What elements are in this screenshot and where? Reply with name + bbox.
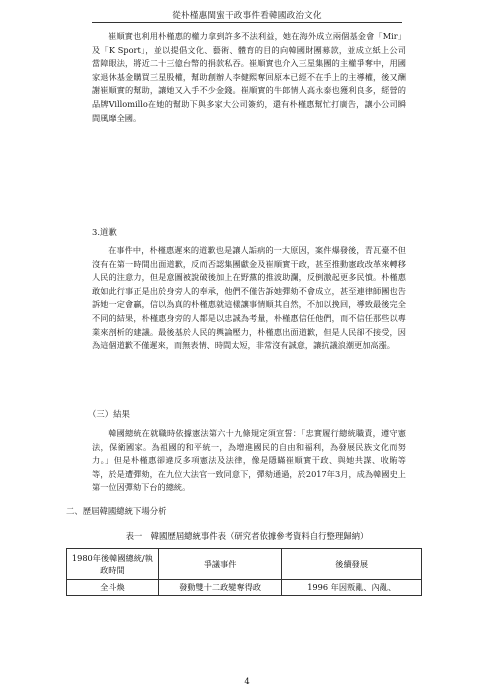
paragraph-text: 崔順實也利用朴槿惠的權力拿到許多不法利益，她在海外成立兩個基金會「Mir」及「K Sport」，並以提倡文化、藝術、體育的目的向韓國財團募款，並成立紙上公司當障眼法，將近二十三億台幣的捐款私吞。崔順實也介入三星集團的主權爭奪中，用國家退休基金購買三星股權，幫助創辦人李健熙奪回原本已經不在手上的主導權，後又酬謝崔順實的幫助，讓她又入手不少金錢。崔順實的牛郎情人高永泰也獲利良多，經營的品牌Villomillo在她的幫助下與多家大公司簽約，還有朴槿惠幫忙打廣告，讓小公司瞬間風靡全國。 [92, 31, 406, 123]
paragraph-text: 韓國總統在就職時依據憲法第六十九條規定須宣誓：「忠實履行總統職責，遵守憲法，保衛國家。為祖國的和平統一，為增進國民的自由和福利，為發展民族文化而努力。」但是朴槿惠卻違反多項憲法及法律，像是隱瞞崔順實干政、與她共謀、收賄等等，於是遭彈劾，在九位大法官一致同意下，彈劾通過，於2017年3月，成為韓國史上第一位因彈劾下台的總統。 [92, 428, 406, 493]
table-caption: 表一 韓國歷屆總統事件表（研究者依據參考資料自行整理歸納） [125, 531, 369, 541]
paragraph-apology [92, 244, 406, 353]
cell-outcome: 1996 年因叛亂、內亂、 [282, 580, 422, 596]
heading-result: （三）結果 [88, 409, 130, 419]
heading-apology: 3.道歉 [92, 227, 117, 237]
president-events-table [66, 548, 422, 596]
table-header-row [67, 549, 422, 580]
column-header-outcome: 後續發展 [282, 549, 422, 580]
paragraph-text: 在事件中，朴槿惠遲來的道歉也是讓人詬病的一大原因，案件爆發後，青瓦臺不但沒有在第一時間出面道歉，反而否認集團獻金及崔順實干政，甚至推動憲政改革來轉移人民的注意力，但是意圖被說破後加上在野黨的推波助瀾，反倒激起更多民憤。朴槿惠敢如此行事正是出於身旁人的奉承，他們不僅告訴她彈劾不會成立，甚至連律師團也告訴她一定會贏，信以為真的朴槿惠就這樣讓事情順其自然，不加以挽回，導致最後完全不同的結果，朴槿惠身旁的人都是以忠誠為考量，朴槿惠信任他們，而不信任那些以專業來剖析的建議。最後基於人民的輿論壓力，朴槿惠出面道歉，但是人民卻不接受，因為這個道歉不僅遲來，而無表情、時間太短，非常沒有誠意，讓抗議浪潮更加高漲。 [92, 245, 406, 351]
column-header-event: 爭議事件 [158, 549, 282, 580]
running-header: 從朴槿惠閨蜜干政事件看韓國政治文化 [172, 11, 322, 21]
page-number: 4 [244, 676, 250, 686]
table-row [67, 580, 422, 596]
cell-president: 全斗煥 [67, 580, 159, 596]
paragraph-cui-benefits [92, 30, 406, 125]
cell-event: 發動雙十二政變奪得政 [158, 580, 282, 596]
paragraph-result [92, 427, 406, 495]
header-rule [92, 22, 402, 23]
heading-section-2: 二、歷屆韓國總統下場分析 [66, 506, 167, 516]
column-header-president: 1980年後韓國總統/執政時間 [67, 549, 159, 580]
